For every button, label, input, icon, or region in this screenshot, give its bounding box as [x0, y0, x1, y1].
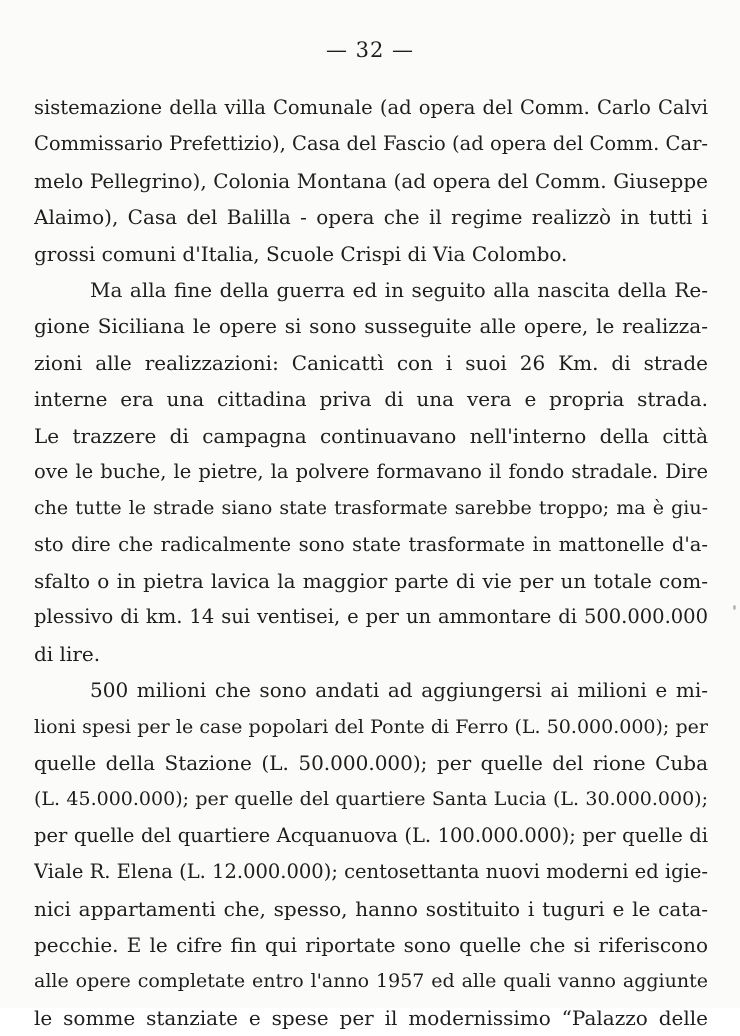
text-line: zioni alle realizzazioni: Canicattì con i suoi 26 Km. di strade — [34, 350, 708, 375]
text-line: lioni spesi per le case popolari del Ponte di Ferro (L. 50.000.000); per — [34, 715, 708, 738]
text-line: gione Siciliana le opere si sono susseguite alle opere, le realizza- — [34, 314, 708, 339]
text-line: che tutte le strade siano state trasformate sarebbe troppo; ma è giu- — [34, 497, 708, 520]
text-line: sistemazione della villa Comunale (ad opera del Comm. Carlo Calvi — [34, 96, 708, 119]
paper-speck — [733, 605, 736, 610]
text-line: pecchie. E le cifre fin qui riportate sono quelle che si riferiscono — [34, 932, 708, 957]
text-line: Commissario Prefettizio), Casa del Fascio (ad opera del Comm. Car- — [34, 132, 708, 156]
text-line: sfalto o in pietra lavica la maggior parte di vie per un totale com- — [34, 569, 708, 594]
text-line: melo Pellegrino), Colonia Montana (ad opera del Comm. Giuseppe — [34, 168, 708, 193]
body-text — [34, 90, 708, 1036]
text-line: le somme stanziate e spese per il modernissimo “Palazzo delle — [34, 1005, 708, 1030]
text-line: (L. 45.000.000); per quelle del quartiere Santa Lucia (L. 30.000.000); — [34, 788, 708, 811]
text-line: nici appartamenti che, spesso, hanno sostituito i tuguri e le cata- — [34, 896, 708, 921]
text-line: grossi comuni d'Italia, Scuole Crispi di Via Colombo. — [34, 241, 568, 266]
text-line: 500 milioni che sono andati ad aggiungersi ai milioni e mi- — [90, 678, 708, 703]
page-number: — 32 — — [325, 38, 415, 62]
text-line: Ma alla fine della guerra ed in seguito alla nascita della Re- — [90, 277, 708, 302]
text-line: interne era una cittadina priva di una vera e propria strada. — [34, 387, 708, 412]
text-line: ove le buche, le pietre, la polvere formavano il fondo stradale. Dire — [34, 459, 708, 483]
text-line: sto dire che radicalmente sono state trasformate in mattonelle d'a- — [34, 532, 708, 556]
text-line: plessivo di km. 14 sui ventisei, e per un ammontare di 500.000.000 — [34, 605, 708, 629]
text-line: Alaimo), Casa del Balilla - opera che il regime realizzò in tutti i — [34, 205, 708, 230]
text-line: quelle della Stazione (L. 50.000.000); per quelle del rione Cuba — [34, 751, 708, 776]
text-line: di lire. — [34, 641, 101, 666]
text-line: Viale R. Elena (L. 12.000.000); centosettanta nuovi moderni ed igie- — [34, 860, 708, 884]
text-line: Le trazzere di campagna continuavano nell'interno della città — [34, 423, 708, 448]
text-line: per quelle del quartiere Acquanuova (L. 100.000.000); per quelle di — [34, 823, 708, 847]
text-line: alle opere completate entro l'anno 1957 ed alle quali vanno aggiunte — [34, 970, 708, 993]
